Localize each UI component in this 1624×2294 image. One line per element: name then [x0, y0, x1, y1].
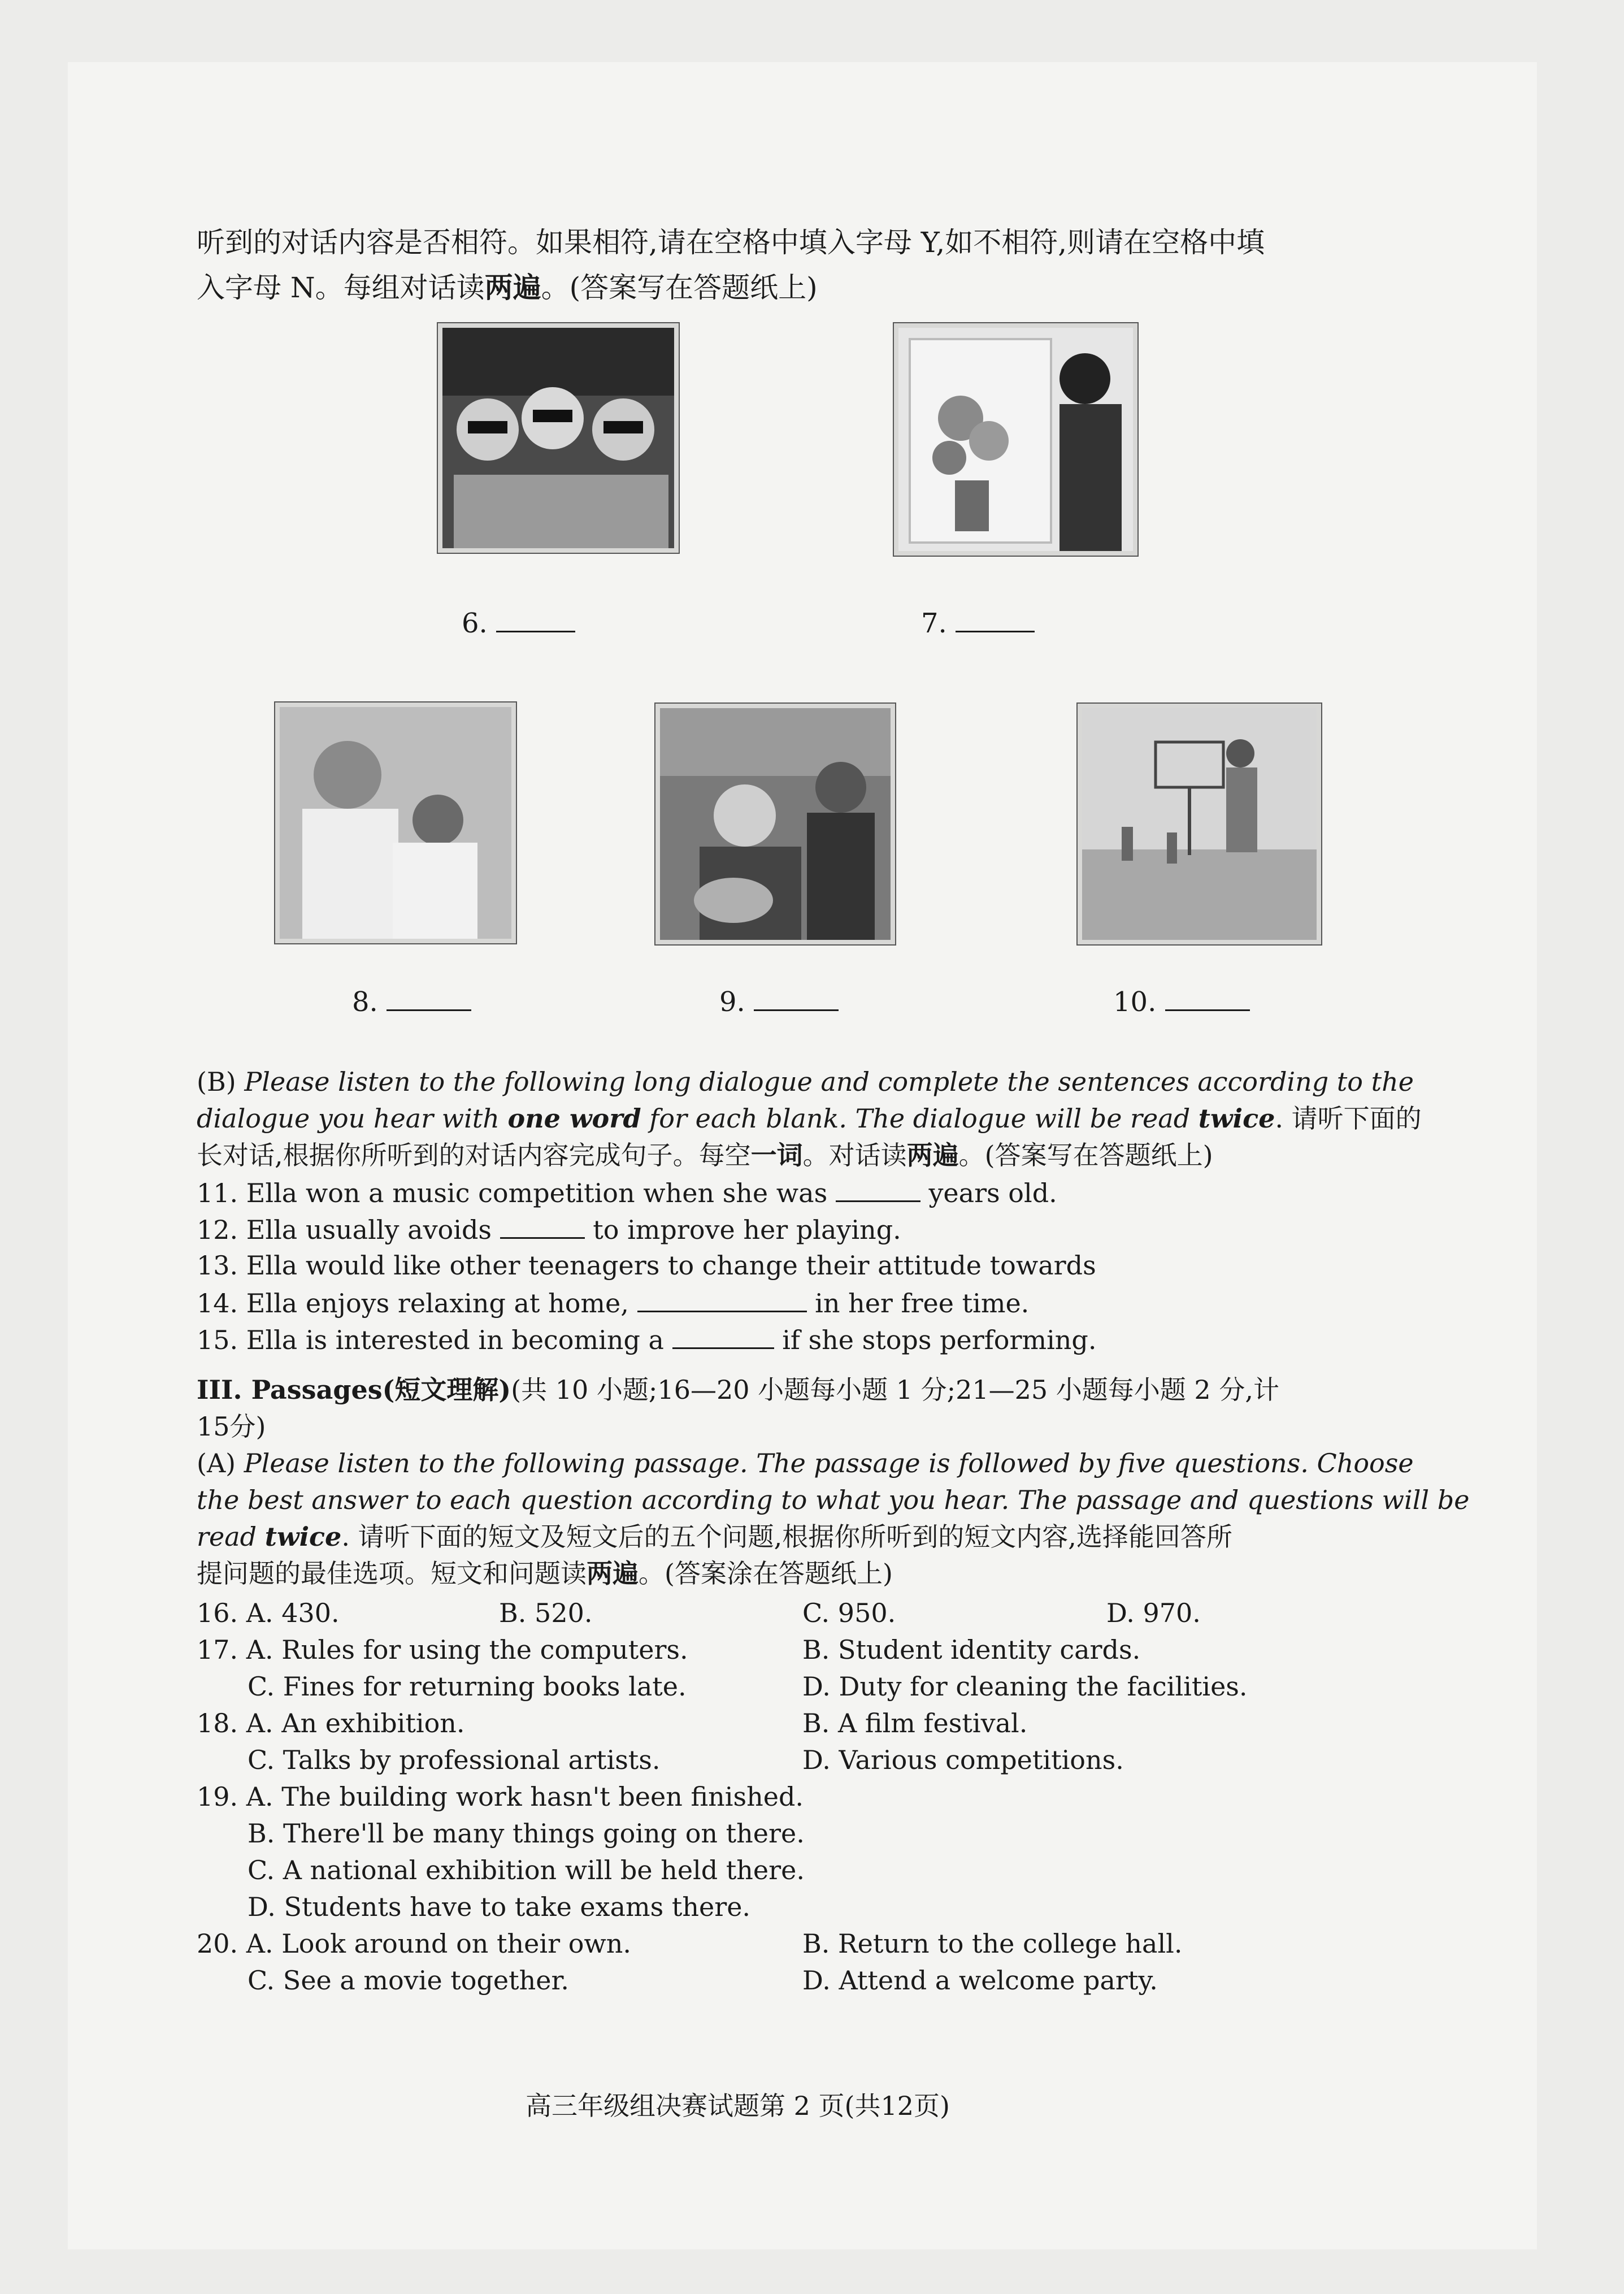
q19-option-c[interactable]: C. A national exhibition will be held there.: [247, 1855, 805, 1885]
picture-10-answer: 10.: [1113, 985, 1250, 1018]
picture-9: [655, 704, 895, 944]
q19-option-a[interactable]: 19. A. The building work hasn't been finished.: [197, 1781, 804, 1812]
students-science-experiment-photo: [280, 707, 511, 939]
section-iii-a-line-1: (A) Please listen to the following passage. The passage is followed by five questions. Choose: [197, 1448, 1414, 1478]
intro-line-2: 入字母 N。每组对话读两遍。(答案写在答题纸上): [197, 271, 818, 304]
answer-blank[interactable]: [836, 1176, 920, 1202]
picture-10: [1078, 704, 1321, 944]
picture-8: [275, 702, 516, 943]
picture-7-answer: 7.: [921, 606, 1035, 639]
section-iii-a-line-4: 提问题的最佳选项。短文和问题读两遍。(答案涂在答题纸上): [197, 1558, 893, 1589]
picture-9-answer: 9.: [719, 985, 839, 1018]
q20-option-d[interactable]: D. Attend a welcome party.: [802, 1965, 1158, 1996]
section-b-line-2: dialogue you hear with one word for each blank. The dialogue will be read twice. 请听下面的: [197, 1103, 1422, 1134]
basketball-court-photo: [1082, 708, 1317, 940]
section-b-line-1: (B) Please listen to the following long dialogue and complete the sentences according to the: [197, 1066, 1414, 1097]
picture-6: [438, 323, 679, 553]
page-footer: 高三年级组决赛试题第 2 页(共12页): [526, 2091, 950, 2121]
q18-option-c[interactable]: C. Talks by professional artists.: [247, 1745, 661, 1775]
q16-option-b[interactable]: B. 520.: [499, 1598, 593, 1628]
answer-blank[interactable]: [672, 1322, 774, 1349]
q19-option-b[interactable]: B. There'll be many things going on there.: [247, 1818, 805, 1849]
bleed-through-watermark: [198, 333, 227, 433]
q20-option-b[interactable]: B. Return to the college hall.: [802, 1928, 1183, 1959]
friends-3d-glasses-photo: [442, 328, 674, 548]
q20-option-c[interactable]: C. See a movie together.: [247, 1965, 570, 1996]
section-iii-title-cont: 15分): [197, 1411, 266, 1442]
answer-blank[interactable]: [500, 1212, 585, 1239]
woman-arranging-flowers-photo: [898, 328, 1133, 551]
picture-8-answer: 8.: [352, 985, 471, 1018]
picture-7: [894, 323, 1137, 556]
fill-item-15: 15. Ella is interested in becoming a if she stops performing.: [197, 1322, 1097, 1356]
q17-option-d[interactable]: D. Duty for cleaning the facilities.: [802, 1671, 1248, 1702]
fill-item-13: 13. Ella would like other teenagers to change their attitude towards: [197, 1250, 1096, 1281]
q17-option-b[interactable]: B. Student identity cards.: [802, 1634, 1141, 1665]
section-iii-title: III. Passages(短文理解)(共 10 小题;16—20 小题每小题 1 分;21—25 小题每小题 2 分,计: [197, 1374, 1279, 1405]
q17-option-c[interactable]: C. Fines for returning books late.: [247, 1671, 687, 1702]
exam-page: [68, 62, 1537, 2249]
intro-line-1: 听到的对话内容是否相符。如果相符,请在空格中填入字母 Y,如不相符,则请在空格中填: [197, 226, 1265, 259]
q18-option-d[interactable]: D. Various competitions.: [802, 1745, 1124, 1775]
fill-item-14: 14. Ella enjoys relaxing at home, in her free time.: [197, 1286, 1029, 1320]
q20-option-a[interactable]: 20. A. Look around on their own.: [197, 1928, 632, 1959]
picture-6-answer: 6.: [462, 606, 575, 639]
q16-option-c[interactable]: C. 950.: [802, 1598, 896, 1628]
q18-option-b[interactable]: B. A film festival.: [802, 1708, 1028, 1738]
friends-guitar-outdoors-photo: [660, 708, 891, 940]
q17-option-a[interactable]: 17. A. Rules for using the computers.: [197, 1634, 688, 1665]
answer-blank[interactable]: [637, 1286, 807, 1312]
q19-option-d[interactable]: D. Students have to take exams there.: [247, 1892, 751, 1922]
section-b-line-3: 长对话,根据你所听到的对话内容完成句子。每空一词。对话读两遍。(答案写在答题纸上): [197, 1140, 1213, 1170]
section-iii-a-line-2: the best answer to each question according to what you hear. The passage and questions will be: [197, 1485, 1470, 1515]
section-iii-a-line-3: read twice. 请听下面的短文及短文后的五个问题,根据你所听到的短文内容,选择能回答所: [197, 1521, 1232, 1552]
q18-option-a[interactable]: 18. A. An exhibition.: [197, 1708, 465, 1738]
q16-option-d[interactable]: D. 970.: [1106, 1598, 1201, 1628]
fill-item-11: 11. Ella won a music competition when she was years old.: [197, 1176, 1057, 1209]
q16-option-a[interactable]: 16. A. 430.: [197, 1598, 340, 1628]
fill-item-12: 12. Ella usually avoids to improve her playing.: [197, 1212, 901, 1246]
